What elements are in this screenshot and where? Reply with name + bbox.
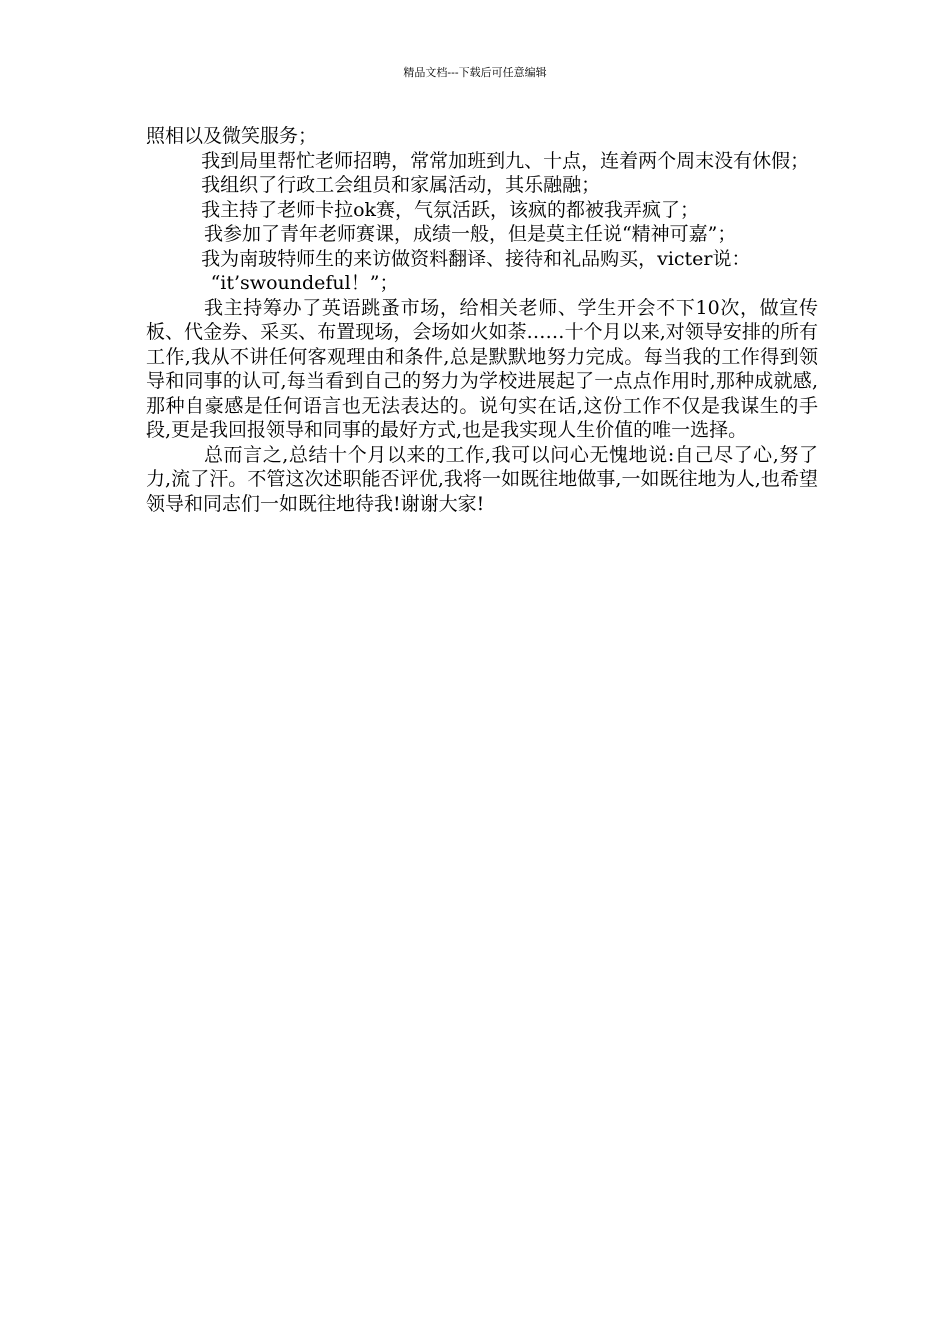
paragraph-visit-translation: 我为南玻特师生的来访做资料翻译、接待和礼品购买，victer说： xyxy=(201,247,751,270)
paragraph-recruitment: 我到局里帮忙老师招聘，常常加班到九、十点，连着两个周末没有休假； xyxy=(201,149,810,172)
paragraph-conclusion: 总而言之,总结十个月以来的工作,我可以问心无愧地说:自己尽了心,努了力,流了汗。不管这次述职能否评优,我将一如既往地做事,一如既往地为人,也希望领导和同志们一如既往地待我!谢谢大家! xyxy=(146,443,818,515)
paragraph-class-contest: 我参加了青年老师赛课，成绩一般，但是莫主任说“精神可嘉”； xyxy=(203,223,737,245)
page-header: 精品文档---下载后可任意编辑 xyxy=(403,66,547,79)
paragraph-karaoke: 我主持了老师卡拉ok赛，气氛活跃，该疯的都被我弄疯了； xyxy=(201,198,700,221)
paragraph-photo-service: 照相以及微笑服务； xyxy=(146,125,318,147)
paragraph-flea-market: 我主持筹办了英语跳蚤市场，给相关老师、学生开会不下10次，做宣传板、代金券、采买、布置现场，会场如火如荼……十个月以来,对领导安排的所有工作,我从不讲任何客观理由和条件,总是默默地努力完成。每当我的工作得到领导和同事的认可,每当看到自己的努力为学校进展起了一点点作用时,那种成就感,那种自豪感是任何语言也无法表达的。说句实在话,这份工作不仅是我谋生的手段,更是我回报领导和同事的最好方式,也是我实现人生价值的唯一选择。 xyxy=(146,296,818,441)
paragraph-quote: “it’swoundeful！”； xyxy=(210,272,399,294)
document-body xyxy=(146,124,818,516)
paragraph-union-activity: 我组织了行政工会组员和家属活动，其乐融融； xyxy=(201,174,601,196)
